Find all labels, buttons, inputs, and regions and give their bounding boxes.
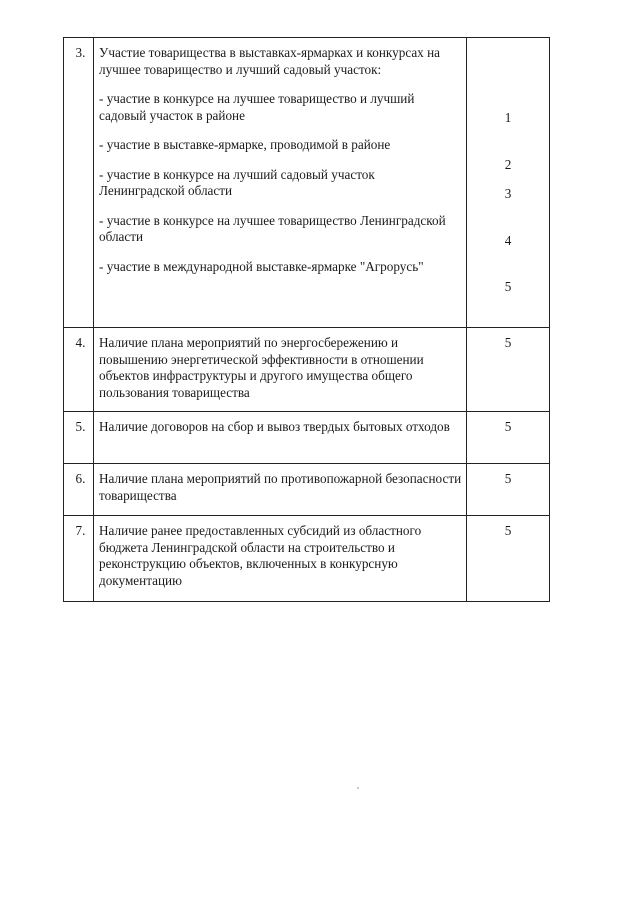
criterion-text: Наличие плана мероприятий по энергосбережению и повышению энергетической эффективности в отношении объектов инфраструктуры и другого имущества общего пользования товарищества xyxy=(99,335,424,400)
criteria-table xyxy=(63,37,550,602)
sub-criterion: - участие в выставке-ярмарке, проводимой в районе xyxy=(99,137,391,152)
row-number: 4. xyxy=(75,335,86,350)
row-number: 3. xyxy=(75,45,86,60)
row-number: 5. xyxy=(75,419,86,434)
scan-speck xyxy=(357,787,359,789)
row-number: 7. xyxy=(75,523,86,538)
criterion-intro: Участие товарищества в выставках-ярмарках и конкурсах на лучшее товарищество и лучший садовый участок: xyxy=(99,45,440,77)
score-value: 5 xyxy=(504,335,512,350)
row-number-cell xyxy=(64,412,94,464)
table-row xyxy=(64,38,550,328)
table-row xyxy=(64,328,550,412)
score-cell xyxy=(467,328,550,412)
score-value: 5 xyxy=(504,279,512,294)
criterion-text: Наличие плана мероприятий по противопожарной безопасности товарищества xyxy=(99,471,462,503)
criterion-cell xyxy=(94,516,467,602)
row-number-cell xyxy=(64,464,94,516)
score-cell xyxy=(467,412,550,464)
sub-criterion: - участие в конкурсе на лучшее товарищество и лучший садовый участок в районе xyxy=(99,91,415,123)
score-cell xyxy=(467,38,550,328)
sub-criterion: - участие в конкурсе на лучший садовый участок Ленинградской области xyxy=(99,166,375,198)
row-number-cell xyxy=(64,38,94,328)
row-number-cell xyxy=(64,516,94,602)
table-row xyxy=(64,516,550,602)
score-value: 5 xyxy=(504,523,512,538)
criterion-text: Наличие договоров на сбор и вывоз твердых бытовых отходов xyxy=(99,419,450,434)
score-cell xyxy=(467,516,550,602)
table-row xyxy=(64,464,550,516)
criterion-text: Наличие ранее предоставленных субсидий из областного бюджета Ленинградской области на строительство и реконструкцию объектов, включенных в конкурсную документацию xyxy=(99,523,422,588)
row-number-cell xyxy=(64,328,94,412)
row-number: 6. xyxy=(75,471,86,486)
criterion-cell xyxy=(94,412,467,464)
score-value: 1 xyxy=(504,110,512,125)
sub-scores xyxy=(467,38,549,327)
criterion-cell xyxy=(94,328,467,412)
sub-criterion: - участие в международной выставке-ярмарке "Агрорусь" xyxy=(99,258,424,274)
score-value: 4 xyxy=(504,233,512,248)
sub-criterion: - участие в конкурсе на лучшее товарищество Ленинградской области xyxy=(99,212,446,244)
score-value: 2 xyxy=(504,157,512,172)
criterion-cell xyxy=(94,38,467,328)
score-value: 5 xyxy=(504,419,512,434)
criterion-cell xyxy=(94,464,467,516)
score-value: 3 xyxy=(504,186,512,201)
score-cell xyxy=(467,464,550,516)
score-value: 5 xyxy=(504,471,512,486)
table-row xyxy=(64,412,550,464)
